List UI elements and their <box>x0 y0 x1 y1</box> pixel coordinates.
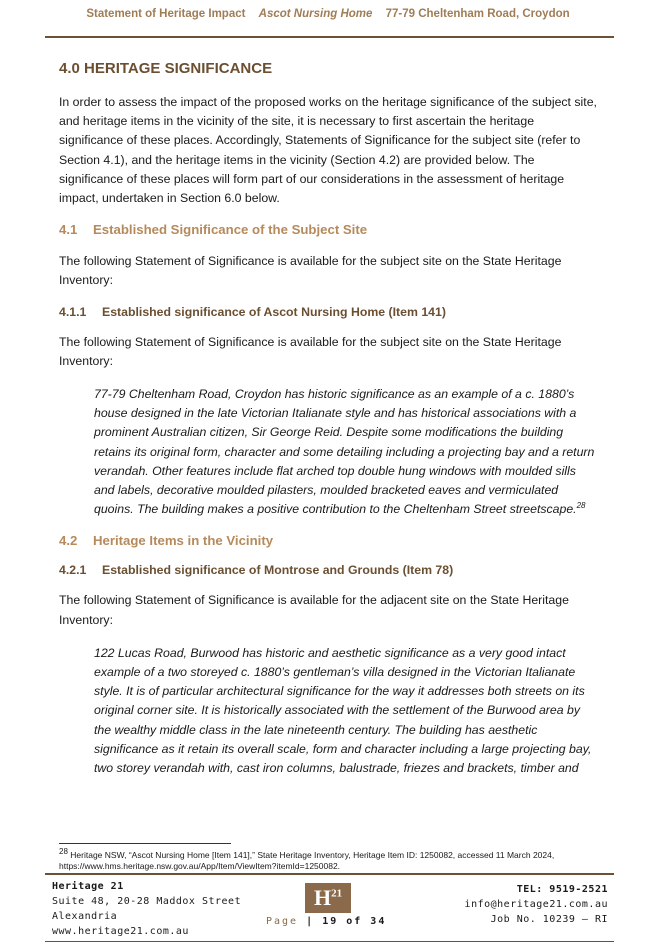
subsection-4-1-heading <box>59 222 599 237</box>
logo-number: 21 <box>331 887 343 900</box>
footer-contact-right <box>465 882 608 927</box>
subsection-4-2-1-text: The following Statement of Significance is available for the adjacent site on the State Heritage Inventory: <box>59 593 569 627</box>
footnote <box>59 847 604 872</box>
footer-website-link[interactable]: www.heritage21.com.au <box>52 926 189 937</box>
subsection-title: Heritage Items in the Vicinity <box>93 533 274 549</box>
page-number <box>266 916 386 927</box>
footer-email-link[interactable]: info@heritage21.com.au <box>464 899 608 910</box>
subsection-4-2-heading <box>59 533 599 548</box>
subsection-number: 4.2.1 <box>59 563 87 578</box>
section-title: 4.0 HERITAGE SIGNIFICANCE <box>59 60 273 77</box>
page-count: 19 of 34 <box>322 916 387 927</box>
footer-address-line2: Alexandria <box>52 911 118 922</box>
quote-text: 122 Lucas Road, Burwood has historic and aesthetic significance as a very good intact example of a two storeyed c. 1880’s gentleman’s villa designed in the Victorian Italianate style. It is of particular architectural significance for the way it addresses both streets on its original corner site. It is historically associated with the settlement of the Burwood area by the wealthy middle class in the late nineteenth century. The building has aesthetic significance as it retain its overall scale, form and character including a large projecting bay, two storey verandah with, cast iron columns, balustrade, friezes and brackets, timber and <box>94 645 592 776</box>
footer-bottom-divider <box>45 941 614 942</box>
footer-address-line1: Suite 48, 20-28 Maddox Street <box>52 896 242 907</box>
subsection-number: 4.2 <box>59 533 78 549</box>
heritage21-logo <box>305 883 351 913</box>
intro-paragraph: In order to assess the impact of the proposed works on the heritage significance of the subject site, and heritage items in the vicinity of the site, it is necessary to first ascertain the heritage significance of these places. Accordingly, Statements of Significance for the subject site (refer to Section 4.1), and the heritage items in the vicinity (Section 4.2) are provided below. The significance of these places will form part of our considerations in the assessment of heritage impact, undertaken in Section 6.0 below. <box>59 95 597 206</box>
page-label: Page <box>266 916 299 927</box>
footer-contact-left <box>52 879 241 939</box>
footer-firm-name: Heritage 21 <box>52 881 124 892</box>
footer-divider <box>45 873 614 875</box>
header-divider <box>45 36 614 38</box>
page-header <box>0 8 656 20</box>
subsection-title: Established significance of Montrose and Grounds (Item 78) <box>102 563 454 578</box>
subsection-number: 4.1 <box>59 222 78 238</box>
subsection-4-1-1-heading <box>59 305 599 319</box>
header-address: 77-79 Cheltenham Road, Croydon <box>385 8 570 20</box>
subsection-title: Established Significance of the Subject Site <box>93 222 368 238</box>
subsection-title: Established significance of Ascot Nursing Home (Item 141) <box>102 304 446 319</box>
main-content <box>59 60 599 792</box>
subsection-number: 4.1.1 <box>59 304 87 319</box>
significance-quote-montrose <box>94 644 599 778</box>
header-doc-title: Statement of Heritage Impact <box>86 8 246 20</box>
footnote-divider <box>59 843 231 844</box>
header-property: Ascot Nursing Home <box>258 8 373 20</box>
logo-letter: H <box>313 885 332 910</box>
subsection-4-1-text: The following Statement of Significance is available for the subject site on the State Heritage Inventory: <box>59 254 562 288</box>
subsection-4-2-1-heading <box>59 563 599 577</box>
footer-telephone: TEL: 9519-2521 <box>516 884 608 895</box>
footnote-text: Heritage NSW, “Ascot Nursing Home [Item 141],” State Heritage Inventory, Heritage Item ID: 1250082, accessed 11 March 2024, https://www.hms.heritage.nsw.gov.au/App/Item/ViewItem?itemId=1250082. <box>59 850 555 871</box>
page-separator: | <box>306 916 315 927</box>
subsection-4-1-1-text: The following Statement of Significance is available for the subject site on the State Heritage Inventory: <box>59 334 562 368</box>
footer-job-number: Job No. 10239 – RI <box>490 914 608 925</box>
significance-quote-ascot <box>94 385 599 519</box>
quote-text: 77-79 Cheltenham Road, Croydon has historic significance as an example of a c. 1880’s house designed in the late Victorian Italianate style and has historical associations with a prominent Australian citizen, Sir George Reid. Despite some modifications the building retains its original form, character and some detailing including a projecting bay and a return verandah. Other features include flat arched top double hung windows with moulded sills and labels, decorative moulded pilasters, moulded bracketed eaves and vermiculated quoins. The building makes a positive contribution to the Cheltenham Street streetscape. <box>94 387 595 517</box>
footnote-reference[interactable]: 28 <box>576 501 586 511</box>
footnote-number: 28 <box>59 847 68 857</box>
